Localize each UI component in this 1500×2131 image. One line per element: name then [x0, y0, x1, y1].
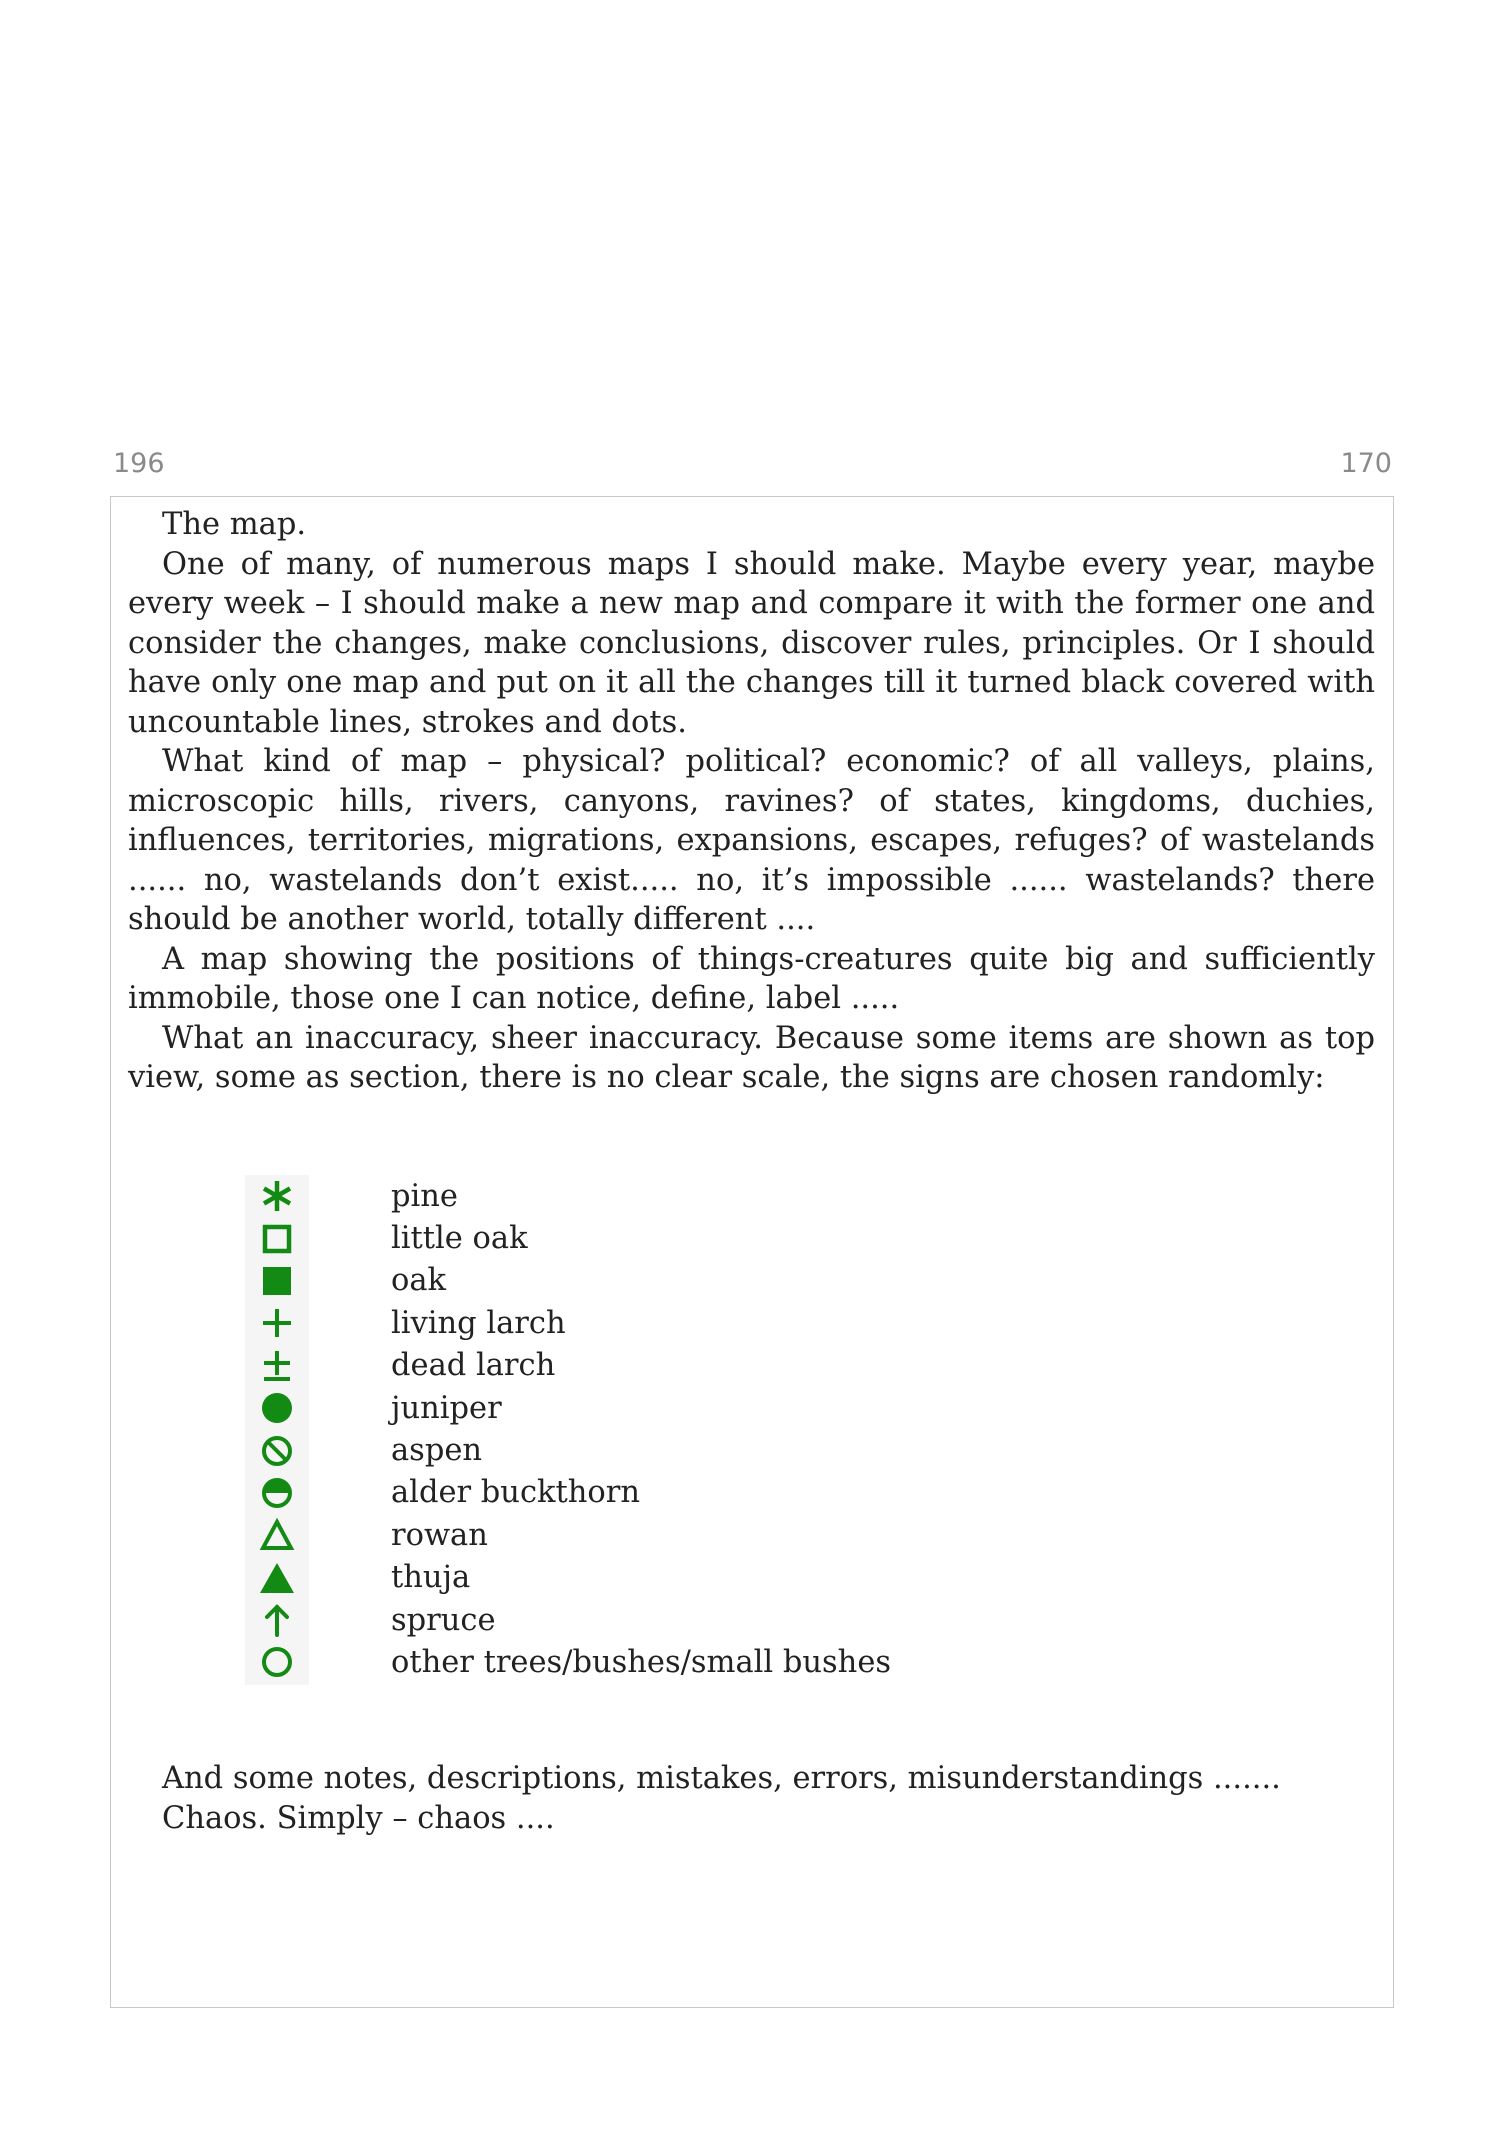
legend-label: aspen — [391, 1433, 483, 1469]
legend-item — [245, 1302, 891, 1344]
outline-circle-icon — [259, 1644, 295, 1680]
outline-triangle-icon — [259, 1517, 295, 1553]
legend-label: spruce — [391, 1602, 496, 1638]
up-arrow-icon — [259, 1602, 295, 1638]
legend-label: pine — [391, 1178, 458, 1214]
filled-triangle-icon — [259, 1560, 295, 1596]
legend-label: thuja — [391, 1560, 471, 1596]
legend-label: rowan — [391, 1517, 488, 1553]
page-number-right: 170 — [1340, 448, 1392, 479]
legend-label: juniper — [391, 1390, 502, 1426]
paragraph: What an inaccuracy, sheer inaccuracy. Because some items are shown as top view, some as section, there is no clear scale, the signs are chosen randomly: — [128, 1020, 1375, 1095]
legend-item — [245, 1260, 891, 1302]
legend-item — [245, 1472, 891, 1514]
body-text — [128, 505, 1375, 1098]
legend-label: oak — [391, 1263, 447, 1299]
legend-item — [245, 1345, 891, 1387]
page-number-left: 196 — [113, 448, 165, 479]
legend-label: little oak — [391, 1221, 528, 1257]
legend-item — [245, 1217, 891, 1259]
half-filled-circle-icon — [259, 1475, 295, 1511]
legend-item — [245, 1557, 891, 1599]
paragraph: What kind of map – physical? political? economic? of all valleys, plains, microscopic hills, rivers, canyons, ravines? of states, kingdoms, duchies, influences, territories, migrations, expansions, escapes, refuges? of wastelands ...... no, wastelands don’t exist..... no, it’s impossible ...... wastelands? there should be another world, totally different .... — [128, 744, 1375, 937]
plus-minus-icon — [259, 1348, 295, 1384]
legend-label: alder buckthorn — [391, 1475, 641, 1511]
map-legend — [245, 1175, 891, 1684]
paragraph: One of many, of numerous maps I should make. Maybe every year, maybe every week – I should make a new map and compare it with the former one and consider the changes, make conclusions, discover rules, principles. Or I should have only one map and put on it all the changes till it turned black covered with uncountable lines, strokes and dots. — [128, 546, 1375, 740]
paragraph: Chaos. Simply – chaos .... — [162, 1800, 555, 1836]
legend-item — [245, 1514, 891, 1556]
asterisk-icon — [259, 1178, 295, 1214]
paragraph: And some notes, descriptions, mistakes, errors, misunderstandings ....... — [162, 1761, 1281, 1796]
filled-circle-icon — [259, 1390, 295, 1426]
slashed-circle-icon — [259, 1433, 295, 1469]
legend-label: other trees/bushes/small bushes — [391, 1644, 892, 1680]
legend-item — [245, 1175, 891, 1217]
legend-item — [245, 1641, 891, 1683]
paragraph-title: The map. — [162, 507, 307, 542]
plus-icon — [259, 1305, 295, 1341]
paragraph: A map showing the positions of things-creatures quite big and sufficiently immobile, those one I can notice, define, label ..... — [128, 941, 1375, 1016]
legend-label: dead larch — [391, 1348, 556, 1384]
legend-item — [245, 1387, 891, 1429]
legend-label: living larch — [391, 1305, 566, 1341]
legend-item — [245, 1429, 891, 1471]
filled-square-icon — [259, 1263, 295, 1299]
outline-square-icon — [259, 1221, 295, 1257]
closing-text — [128, 1759, 1375, 1838]
legend-item — [245, 1599, 891, 1641]
